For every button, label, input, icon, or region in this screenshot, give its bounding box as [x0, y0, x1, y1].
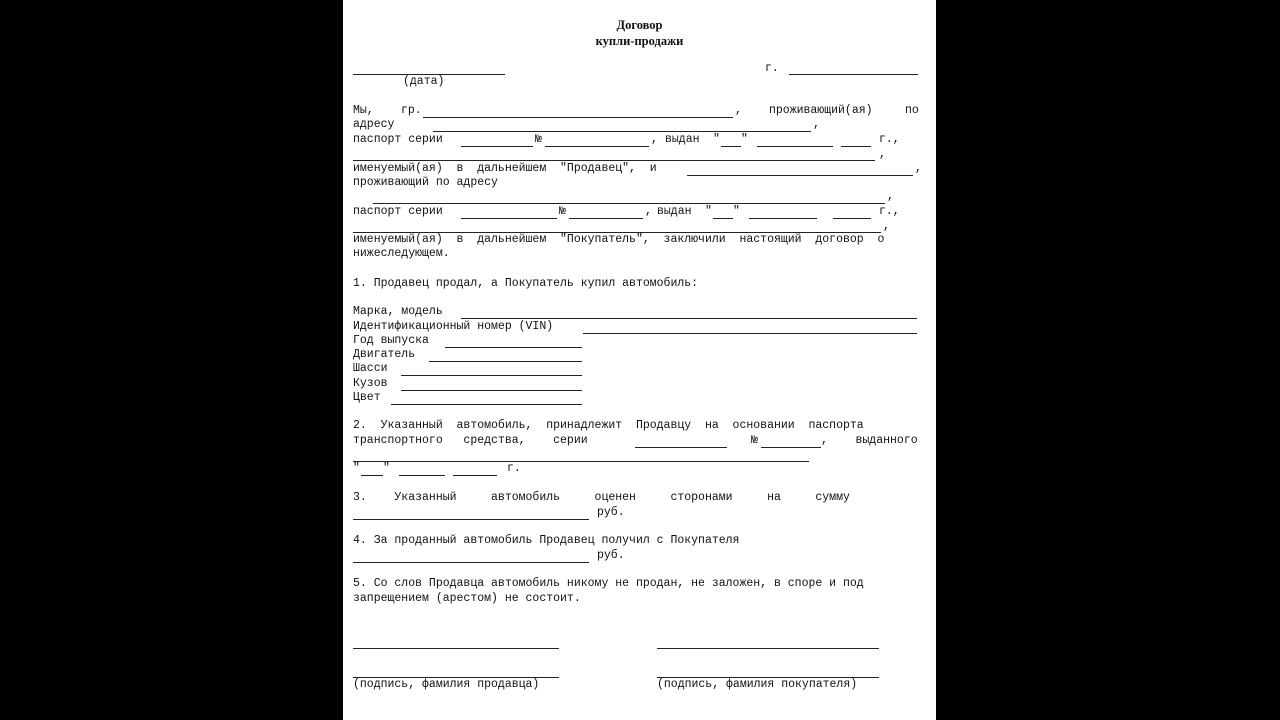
comma: , [883, 220, 890, 233]
seller-named-text: именуемый(ая) в дальнейшем "Продавец", и [353, 162, 657, 175]
comma: , [879, 148, 886, 161]
seller-issuer-line[interactable] [353, 160, 875, 161]
field-label-make-model: Марка, модель [353, 305, 443, 318]
year-suffix: г., [879, 205, 900, 218]
document-title: Договор [616, 18, 663, 32]
comma: , [915, 162, 922, 175]
seller-passport-series-line[interactable] [461, 146, 533, 147]
buyer-issue-day-line[interactable] [713, 218, 733, 219]
pts-month-line[interactable] [399, 475, 445, 476]
comma: , [645, 205, 652, 218]
seller-address-line[interactable] [433, 131, 811, 132]
field-label-vin: Идентификационный номер (VIN) [353, 320, 554, 333]
pts-day-line[interactable] [361, 475, 383, 476]
buyer-passport-series-line[interactable] [461, 218, 557, 219]
buyer-address-line[interactable] [373, 203, 885, 204]
comma: , [813, 118, 820, 131]
issued-label: , выданного [821, 434, 918, 447]
engine-line[interactable] [429, 361, 582, 362]
buyer-signature-line[interactable] [657, 648, 879, 649]
clause5-text: 5. Со слов Продавца автомобиль никому не продан, не заложен, в споре и под [353, 577, 864, 590]
residing-address-label: проживающий по адресу [353, 176, 498, 189]
number-sign: № [559, 205, 566, 218]
number-sign: № [751, 434, 758, 447]
address-label: адресу [353, 118, 395, 131]
body-line[interactable] [401, 390, 582, 391]
clause1-text: 1. Продавец продал, а Покупатель купил автомобиль: [353, 277, 699, 290]
year-suffix: г., [879, 133, 900, 146]
clause4-text: 4. За проданный автомобиль Продавец получил с Покупателя [353, 534, 740, 547]
field-label-engine: Двигатель [353, 348, 416, 361]
buyer-issue-month-line[interactable] [749, 218, 817, 219]
price-line[interactable] [353, 519, 589, 520]
quote: " [733, 205, 740, 218]
issued-label: выдан [665, 133, 700, 146]
quote: " [383, 462, 390, 475]
pts-series-line[interactable] [635, 447, 727, 448]
received-amount-line[interactable] [353, 562, 589, 563]
citizen-label: гр. [401, 104, 422, 117]
at-label: по [905, 104, 919, 117]
seller-signature-caption: (подпись, фамилия продавца) [353, 678, 540, 691]
buyer-name-line[interactable] [687, 175, 913, 176]
seller-signature-line[interactable] [353, 648, 559, 649]
pts-year-line[interactable] [453, 475, 497, 476]
year-suffix: г. [507, 462, 521, 475]
seller-issue-year-line[interactable] [841, 146, 871, 147]
pts-issuer-line[interactable] [353, 461, 809, 462]
residing-label: проживающий(ая) [769, 104, 873, 117]
comma: , [651, 133, 658, 146]
vin-line[interactable] [583, 333, 917, 334]
document-subtitle: купли-продажи [595, 34, 684, 48]
quote: " [741, 133, 748, 146]
date-caption: (дата) [403, 75, 445, 88]
buyer-issue-year-line[interactable] [833, 218, 871, 219]
field-label-year: Год выпуска [353, 334, 429, 347]
quote: " [713, 133, 720, 146]
buyer-named-text: именуемый(ая) в дальнейшем "Покупатель", заключили настоящий договор о [353, 233, 885, 246]
color-line[interactable] [391, 404, 582, 405]
seller-passport-label: паспорт серии [353, 133, 443, 146]
city-field-line[interactable] [789, 74, 918, 75]
clause3-text: 3. Указанный автомобиль оценен сторонами на сумму [353, 491, 850, 504]
field-label-body: Кузов [353, 377, 388, 390]
we-label: Мы, [353, 104, 374, 117]
seller-issue-day-line[interactable] [721, 146, 741, 147]
seller-issue-month-line[interactable] [757, 146, 833, 147]
quote: " [353, 462, 360, 475]
issued-label: выдан [657, 205, 692, 218]
seller-passport-number-line[interactable] [545, 146, 649, 147]
clause2-text: 2. Указанный автомобиль, принадлежит Продавцу на основании паспорта [353, 419, 864, 432]
contract-page [343, 0, 936, 720]
comma: , [887, 190, 894, 203]
number-sign: № [535, 133, 542, 146]
year-line[interactable] [445, 347, 582, 348]
quote: " [705, 205, 712, 218]
comma: , [735, 104, 742, 117]
city-prefix: г. [765, 62, 779, 75]
field-label-chassis: Шасси [353, 362, 388, 375]
buyer-named-text-cont: нижеследующем. [353, 247, 450, 260]
pts-number-line[interactable] [761, 447, 821, 448]
buyer-signature-caption: (подпись, фамилия покупателя) [657, 678, 858, 691]
buyer-passport-label: паспорт серии [353, 205, 443, 218]
buyer-passport-number-line[interactable] [569, 218, 643, 219]
currency-label: руб. [597, 549, 625, 562]
seller-name-line[interactable] [423, 117, 733, 118]
make-model-line[interactable] [461, 318, 917, 319]
field-label-color: Цвет [353, 391, 381, 404]
clause2-text-cont: транспортного средства, серии [353, 434, 588, 447]
chassis-line[interactable] [401, 375, 582, 376]
clause5-text-cont: запрещением (арестом) не состоит. [353, 592, 581, 605]
currency-label: руб. [597, 506, 625, 519]
